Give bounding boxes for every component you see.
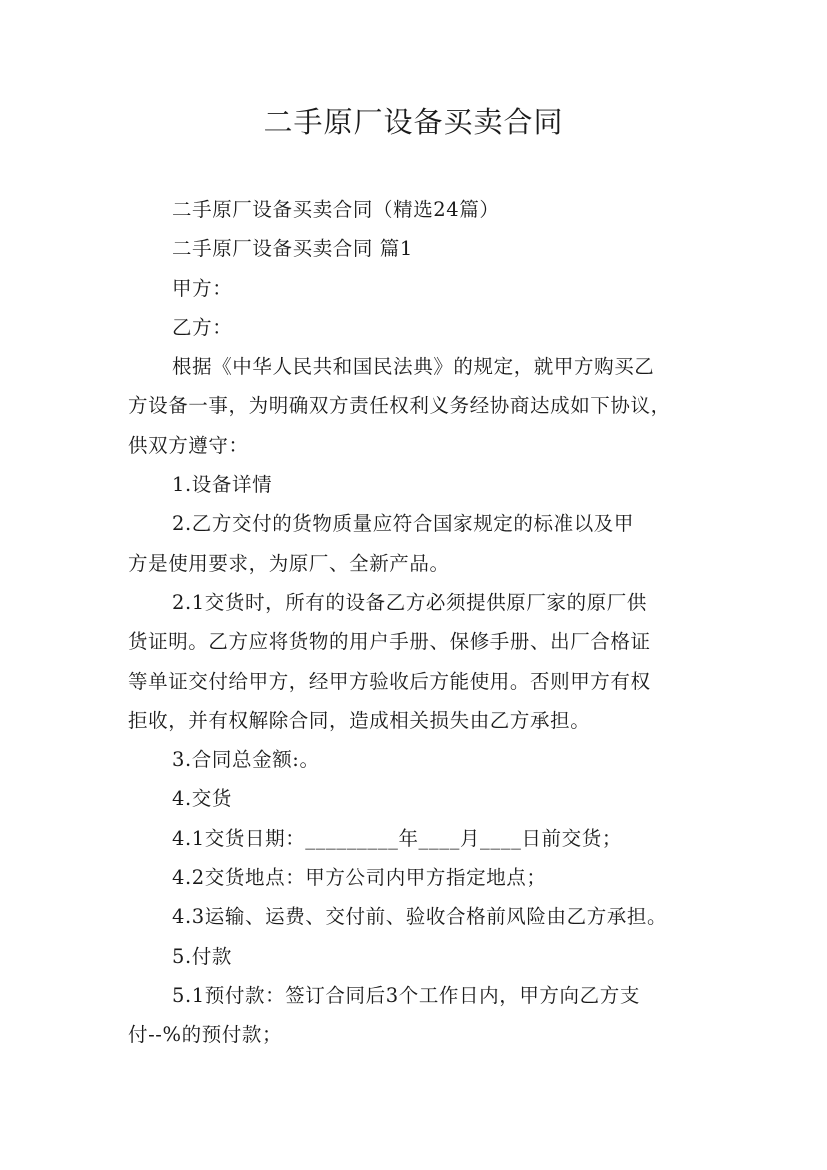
text-line: 供双方遵守： — [128, 433, 249, 457]
text-line: 2.乙方交付的货物质量应符合国家规定的标准以及甲 — [172, 512, 635, 536]
text-line: 4.交货 — [172, 787, 233, 811]
document-title: 二手原厂设备买卖合同 — [263, 105, 564, 139]
text-line: 根据《中华人民共和国民法典》的规定，就甲方购买乙 — [172, 355, 655, 379]
text-line: 货证明。乙方应将货物的用户手册、保修手册、出厂合格证 — [128, 630, 651, 654]
text-line: 3.合同总金额:。 — [172, 748, 320, 772]
text-line: 付--%的预付款； — [128, 1023, 283, 1047]
text-line: 乙方： — [172, 315, 233, 339]
text-line: 拒收，并有权解除合同，造成相关损失由乙方承担。 — [128, 708, 591, 732]
text-line: 等单证交付给甲方，经甲方验收后方能使用。否则甲方有权 — [128, 669, 651, 693]
text-line: 2.1交货时，所有的设备乙方必须提供原厂家的原厂供 — [172, 590, 648, 614]
text-line: 二手原厂设备买卖合同 篇1 — [172, 237, 413, 261]
text-line: 甲方： — [172, 276, 233, 300]
document-body — [128, 190, 718, 1055]
text-line: 方是使用要求，为原厂、全新产品。 — [128, 551, 450, 575]
text-line: 4.1交货日期：_________年____月____日前交货； — [172, 826, 622, 850]
text-line: 1.设备详情 — [172, 473, 273, 497]
text-line: 5.1预付款：签订合同后3个工作日内，甲方向乙方支 — [172, 983, 640, 1007]
text-line: 4.3运输、运费、交付前、验收合格前风险由乙方承担。 — [172, 905, 668, 929]
text-line: 二手原厂设备买卖合同（精选24篇） — [172, 198, 500, 221]
text-line: 5.付款 — [172, 944, 233, 968]
text-line: 方设备一事，为明确双方责任权利义务经协商达成如下协议， — [128, 394, 671, 418]
text-line: 4.2交货地点：甲方公司内甲方指定地点； — [172, 866, 547, 890]
